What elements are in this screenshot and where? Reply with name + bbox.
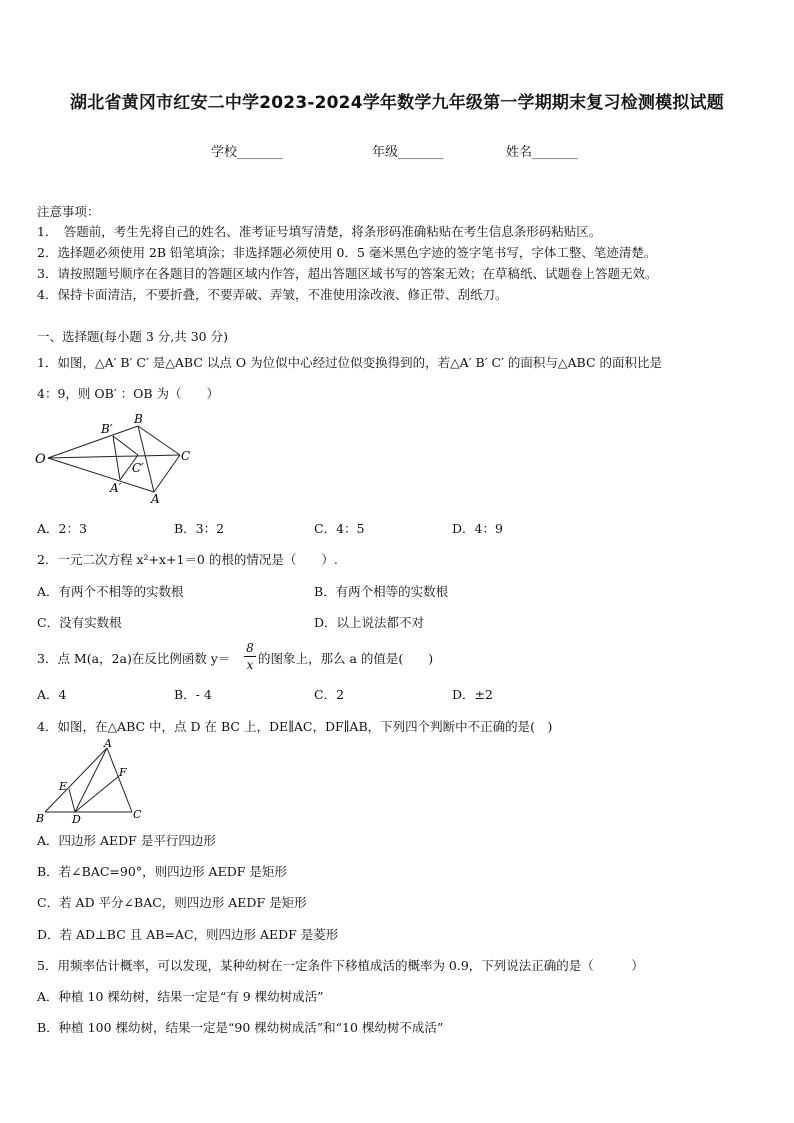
q3-fraction-denominator: x xyxy=(246,658,254,672)
notice-heading: 注意事项： xyxy=(37,204,100,219)
q3-fraction-bar xyxy=(244,656,256,657)
q3-option-b: B．- 4 xyxy=(174,687,212,702)
q4-option-c: C．若 AD 平分∠BAC，则四边形 AEDF 是矩形 xyxy=(37,895,307,910)
q3-option-c: C．2 xyxy=(314,687,345,702)
q1-label-C: C xyxy=(181,449,191,463)
q3-fraction-numerator: 8 xyxy=(246,641,254,655)
q4-label-D: D xyxy=(72,813,81,826)
q3-option-d: D．±2 xyxy=(452,687,493,702)
notice-item-4: 4．保持卡面清洁，不要折叠，不要弄破、弄皱，不准使用涂改液、修正带、刮纸刀。 xyxy=(37,287,508,302)
page-title: 湖北省黄冈市红安二中学2023-2024学年数学九年级第一学期期末复习检测模拟试题 xyxy=(70,93,724,113)
q3-stem-part1: 3．点 M(a，2a)在反比例函数 y＝ xyxy=(37,651,231,666)
q5-option-b: B．种植 100 棵幼树，结果一定是“90 棵幼树成活”和“10 棵幼树不成活” xyxy=(37,1020,444,1035)
q1-option-c: C．4：5 xyxy=(314,521,365,536)
q5-stem: 5．用频率估计概率，可以发现，某种幼树在一定条件下移植成活的概率为 0.9，下列说法正确的是（ ） xyxy=(37,958,644,973)
q2-option-b: B．有两个相等的实数根 xyxy=(314,584,449,599)
section-heading: 一、选择题(每小题 3 分,共 30 分) xyxy=(37,329,228,344)
notice-item-1: 1． 答题前，考生先将自己的姓名、准考证号填写清楚，将条形码准确粘贴在考生信息条形码粘贴区。 xyxy=(37,224,602,239)
q1-option-b: B．3：2 xyxy=(174,521,225,536)
q4-label-C: C xyxy=(133,808,142,821)
q5-option-a: A．种植 10 棵幼树，结果一定是“有 9 棵幼树成活” xyxy=(37,989,324,1004)
q1-figure xyxy=(30,408,205,508)
q1-label-B-prime: B′ xyxy=(101,422,113,436)
q1-option-d: D．4：9 xyxy=(452,521,503,536)
notice-item-2: 2．选择题必须使用 2B 铅笔填涂；非选择题必须使用 0．5 毫米黑色字迹的签字笔书写，字体工整、笔迹清楚。 xyxy=(37,245,657,260)
q2-stem: 2．一元二次方程 x²+x+1＝0 的根的情况是（ ）. xyxy=(37,552,338,567)
q1-label-C-prime: C′ xyxy=(132,461,144,475)
q4-label-B: B xyxy=(36,812,45,825)
q4-option-d: D．若 AD⊥BC 且 AB=AC，则四边形 AEDF 是菱形 xyxy=(37,927,339,942)
q4-label-F: F xyxy=(119,766,127,779)
q2-option-d: D．以上说法都不对 xyxy=(314,615,425,630)
q3-option-a: A．4 xyxy=(37,687,67,702)
grade-field: 年级_______ xyxy=(372,145,444,160)
q1-stem-line2: 4：9，则 OB′ ：OB 为（ ） xyxy=(37,386,220,401)
q4-label-A: A xyxy=(104,738,112,750)
q1-option-a: A．2：3 xyxy=(37,521,87,536)
q3-fraction xyxy=(244,641,256,672)
q4-figure xyxy=(32,738,152,826)
q4-label-E: E xyxy=(59,780,68,793)
q1-label-B: B xyxy=(134,412,143,426)
q1-label-O: O xyxy=(35,452,46,467)
q4-stem: 4．如图，在△ABC 中，点 D 在 BC 上，DE∥AC，DF∥AB，下列四个判断中不正确的是( ) xyxy=(37,719,553,734)
q2-option-a: A．有两个不相等的实数根 xyxy=(37,584,184,599)
school-field: 学校_______ xyxy=(211,145,283,160)
notice-item-3: 3．请按照题号顺序在各题目的答题区域内作答，超出答题区域书写的答案无效；在草稿纸、试题卷上答题无效。 xyxy=(37,266,658,281)
q1-label-A-prime: A′ xyxy=(110,481,122,495)
name-field: 姓名_______ xyxy=(506,145,578,160)
q3-stem-part2: 的图象上，那么 a 的值是( ) xyxy=(258,651,434,666)
q1-stem-line1: 1．如图，△A′ B′ C′ 是△ABC 以点 O 为位似中心经过位似变换得到的，若△A′ B′ C′ 的面积与△ABC 的面积比是 xyxy=(37,355,662,370)
q1-label-A: A xyxy=(151,492,160,506)
q4-option-a: A．四边形 AEDF 是平行四边形 xyxy=(37,833,216,848)
q2-option-c: C．没有实数根 xyxy=(37,615,122,630)
q4-option-b: B．若∠BAC=90°，则四边形 AEDF 是矩形 xyxy=(37,864,287,879)
